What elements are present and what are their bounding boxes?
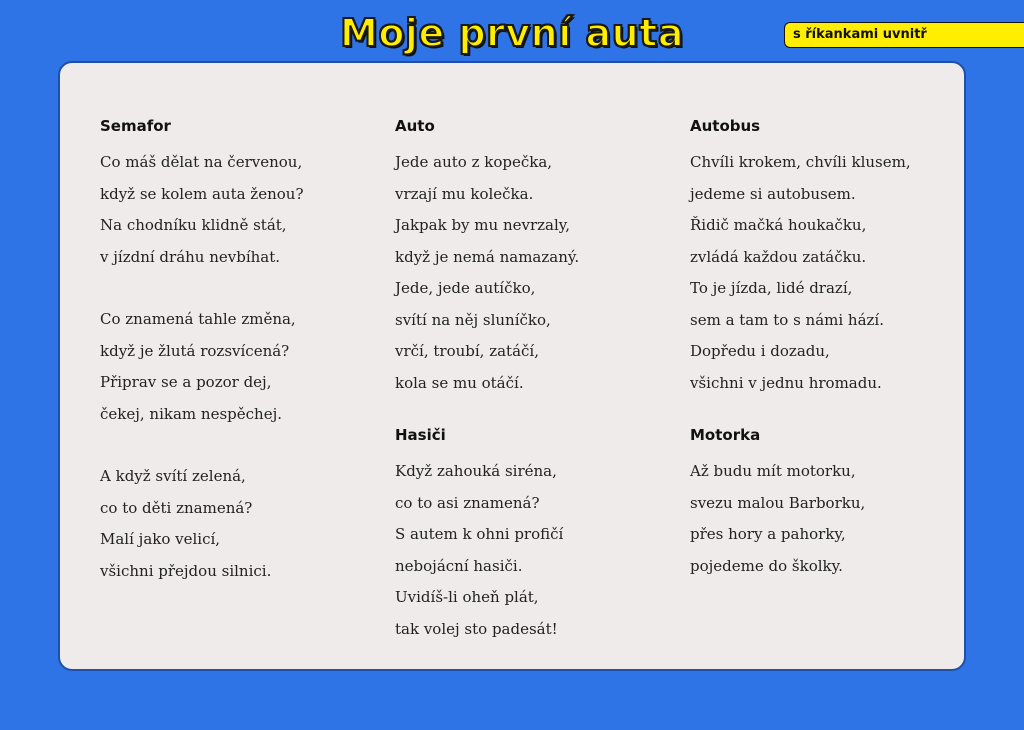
verse-line: To je jízda, lidé drazí, bbox=[690, 279, 853, 297]
stanza bbox=[395, 456, 685, 645]
verse-line: Co znamená tahle změna, bbox=[100, 310, 296, 328]
verse-line: tak volej sto padesát! bbox=[395, 619, 558, 638]
poem-title: Auto bbox=[395, 117, 435, 135]
verse-line: jedeme si autobusem. bbox=[690, 184, 856, 203]
verse-line: Připrav se a pozor dej, bbox=[100, 373, 272, 391]
verse-line: pojedeme do školky. bbox=[690, 556, 843, 575]
verse-line: Dopředu i dozadu, bbox=[690, 342, 830, 360]
verse-line: čekej, nikam nespěchej. bbox=[100, 404, 282, 423]
verse-line: přes hory a pahorky, bbox=[690, 525, 846, 543]
poem-auto bbox=[395, 115, 685, 399]
verse-line: Chvíli krokem, chvíli klusem, bbox=[690, 153, 911, 171]
verse-line: všichni přejdou silnici. bbox=[100, 561, 272, 580]
verse-line: svítí na něj sluníčko, bbox=[395, 310, 551, 329]
verse-line: v jízdní dráhu nevbíhat. bbox=[100, 247, 281, 266]
verse-line: Jede, jede autíčko, bbox=[395, 279, 536, 297]
verse-line: Řidič mačká houkačku, bbox=[690, 216, 867, 234]
poem-column-2 bbox=[395, 115, 685, 645]
verse-line: zvládá každou zatáčku. bbox=[690, 247, 867, 266]
poem-motorka bbox=[690, 424, 980, 582]
verse-line: kola se mu otáčí. bbox=[395, 373, 524, 392]
verse-line: Co máš dělat na červenou, bbox=[100, 153, 303, 171]
poem-title: Autobus bbox=[690, 117, 761, 135]
verse-line: sem a tam to s námi hází. bbox=[690, 310, 884, 329]
stanza bbox=[395, 147, 685, 399]
poem-title: Motorka bbox=[690, 426, 761, 444]
verse-line: Jakpak by mu nevrzaly, bbox=[395, 216, 571, 234]
verse-line: Jede auto z kopečka, bbox=[395, 153, 553, 171]
poem-hasici bbox=[395, 424, 685, 645]
page-title: Moje první auta bbox=[340, 11, 684, 55]
verse-line: všichni v jednu hromadu. bbox=[690, 373, 882, 392]
verse-line: Až budu mít motorku, bbox=[690, 462, 856, 480]
verse-line: Když zahouká siréna, bbox=[395, 462, 557, 480]
verse-line: když je nemá namazaný. bbox=[395, 247, 580, 266]
verse-line: Na chodníku klidně stát, bbox=[100, 216, 287, 234]
verse-line: co to asi znamená? bbox=[395, 493, 540, 512]
stanza bbox=[100, 304, 390, 430]
verse-line: Uvidíš-li oheň plát, bbox=[395, 588, 539, 606]
verse-line: když se kolem auta ženou? bbox=[100, 184, 304, 203]
verse-line: A když svítí zelená, bbox=[100, 467, 246, 485]
poem-column-1 bbox=[100, 115, 390, 587]
poem-semafor bbox=[100, 115, 390, 587]
subtitle-badge: s říkankami uvnitř bbox=[784, 22, 1024, 48]
verse-line: když je žlutá rozsvícená? bbox=[100, 341, 290, 360]
verse-line: vrčí, troubí, zatáčí, bbox=[395, 342, 539, 360]
verse-line: vrzají mu kolečka. bbox=[395, 184, 534, 203]
poem-title: Hasiči bbox=[395, 426, 446, 444]
verse-line: co to děti znamená? bbox=[100, 498, 253, 517]
verse-line: Malí jako velicí, bbox=[100, 530, 221, 548]
stanza bbox=[690, 147, 980, 399]
verse-line: svezu malou Barborku, bbox=[690, 493, 866, 512]
stanza bbox=[690, 456, 980, 582]
poem-title: Semafor bbox=[100, 117, 171, 135]
poems-panel bbox=[58, 61, 966, 671]
verse-line: nebojácní hasiči. bbox=[395, 556, 523, 575]
verse-line: S autem k ohni profičí bbox=[395, 525, 564, 543]
poem-column-3 bbox=[690, 115, 980, 582]
stanza bbox=[100, 147, 390, 273]
stanza bbox=[100, 461, 390, 587]
poem-autobus bbox=[690, 115, 980, 399]
